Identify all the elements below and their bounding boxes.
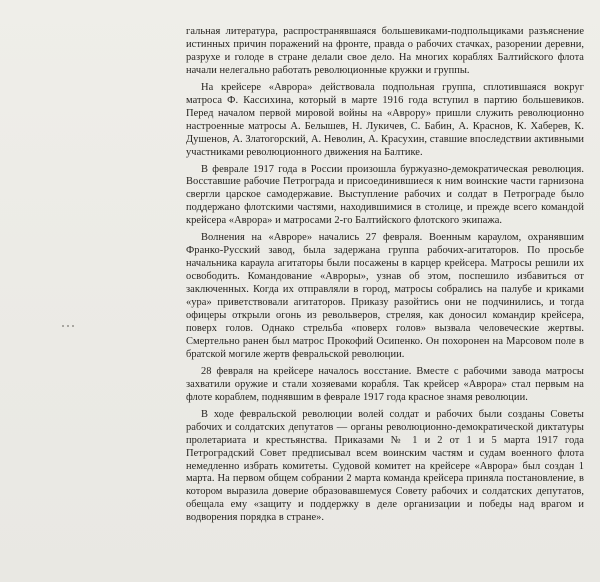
text-column (186, 26, 584, 529)
paragraph-2: На крейсере «Аврора» действовала подпольная группа, сплотившаяся вокруг матроса Ф. Кассихина, который в марте 1916 года вступил в партию большевиков. Перед началом первой мировой войны на «Аврору» пришли служить революционно настроенные матросы А. Белышев, Н. Лукичев, С. Бабин, А. Краснов, К. Хаберев, К. Душенов, А. Златогорский, А. Неволин, А. Красухин, ставшие впоследствии активными участниками революционного движения на Балтике. (186, 81, 584, 158)
paragraph-1-continuation: гальная литература, распространявшаяся большевиками-подпольщиками разъяснение истинных причин поражений на фронте, правда о рабочих стачках, разорении деревни, разрухе и голоде в стране делали свое дело. На многих кораблях Балтийского флота начали нелегально работать революционные кружки и группы. (186, 26, 584, 76)
paragraph-4: Волнения на «Авроре» начались 27 февраля. Военным караулом, охранявшим Франко-Русский завод, была задержана группа рабочих-агитаторов. По просьбе начальника караула агитаторы были посажены в карцер крейсера. Матросы решили их освободить. Командование «Авроры», узнав об этом, поспешило избавиться от заключенных. Когда их отправляли в город, матросы собрались на палубе и криками «ура» приветствовали агитаторов. Приказу разойтись они не подчинились, и тогда офицеры открыли огонь из револьверов, стреляя, как доносил командир крейсера, поверх голов. Однако стрельба «поверх голов» вызвала человеческие жертвы. Смертельно ранен был матрос Прокофий Осипенко. Он похоронен на Марсовом поле в братской могиле жертв февральской революции. (186, 232, 584, 360)
speck (72, 325, 74, 327)
speck (62, 325, 64, 327)
paragraph-3: В феврале 1917 года в России произошла буржуазно-демократическая революция. Восставшие рабочие Петрограда и присоединившиеся к ним воинские части гарнизона свергли царское самодержавие. Выступление рабочих и солдат в Петрограде было поддержано флотскими частями, находившимися в столице, и прежде всего командой крейсера «Аврора» и матросами 2-го Балтийского флотского экипажа. (186, 163, 584, 227)
paragraph-6: В ходе февральской революции волей солдат и рабочих были созданы Советы рабочих и солдатских депутатов — органы революционно-демократической диктатуры пролетариата и крестьянства. Приказами № 1 и 2 от 1 и 5 марта 1917 года Петроградский Совет предписывал всем воинским частям и судам военного флота немедленно избрать комитеты. Судовой комитет на крейсере «Аврора» был создан 1 марта. На первом общем собрании 2 марта команда крейсера приняла постановление, в котором выразила доверие образовавшемуся Совету рабочих и солдатских депутатов, обещала ему «защиту и поддержку в деле организации и победы над врагом и водворения порядка в стране». (186, 408, 584, 524)
paragraph-5: 28 февраля на крейсере началось восстание. Вместе с рабочими завода матросы захватили оружие и стали хозяевами корабля. Так крейсер «Аврора» стал первым на флоте кораблем, поднявшим в феврале 1917 года красное знамя революции. (186, 365, 584, 403)
margin-specks (62, 325, 74, 329)
speck (67, 325, 69, 327)
